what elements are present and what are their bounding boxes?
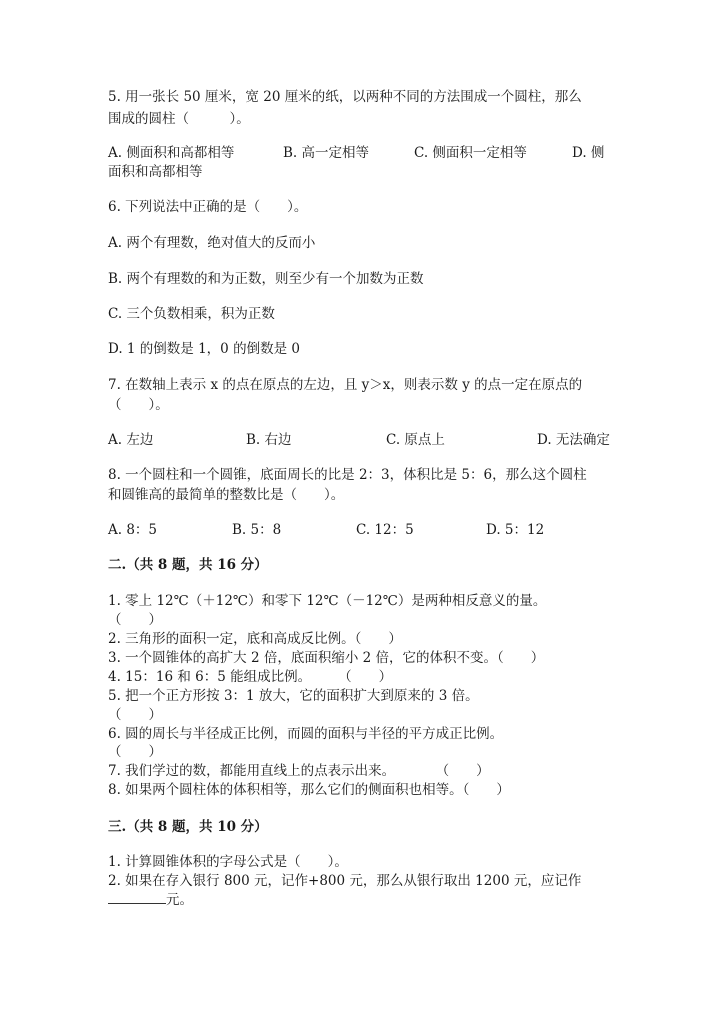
- q8-option-d: D. 5：12: [486, 522, 545, 538]
- q7-option-d: D. 无法确定: [537, 432, 610, 448]
- s2-item-6: 6. 圆的周长与半径成正比例，而圆的面积与半径的平方成正比例。: [108, 726, 504, 742]
- s2-item-7: 7. 我们学过的数，都能用直线上的点表示出来。 （ ）: [108, 763, 490, 779]
- section-2-heading: 二.（共 8 题，共 16 分）: [108, 557, 268, 573]
- s3-item-2-line2: [108, 891, 193, 909]
- s2-item-2: 2. 三角形的面积一定，底和高成反比例。（ ）: [108, 631, 402, 647]
- s3-item-1: 1. 计算圆锥体积的字母公式是（ ）。: [108, 854, 348, 870]
- q7-option-a: A. 左边: [108, 432, 154, 448]
- q5-stem-line1: 5. 用一张长 50 厘米，宽 20 厘米的纸，以两种不同的方法围成一个圆柱，那么: [108, 89, 582, 105]
- q5-stem-line2: 围成的圆柱（ ）。: [108, 111, 250, 127]
- s2-item-6-answer: （ ）: [108, 744, 162, 760]
- q6-option-b: B. 两个有理数的和为正数，则至少有一个加数为正数: [108, 271, 424, 287]
- q8-option-c: C. 12：5: [356, 522, 414, 538]
- s3-item-2-line1: 2. 如果在存入银行 800 元，记作+800 元，那么从银行取出 1200 元，应记作: [108, 873, 582, 889]
- q6-option-d: D. 1 的倒数是 1，0 的倒数是 0: [108, 341, 300, 357]
- s2-item-5: 5. 把一个正方形按 3：1 放大，它的面积扩大到原来的 3 倍。: [108, 688, 479, 704]
- q8-stem-line1: 8. 一个圆柱和一个圆锥，底面周长的比是 2：3，体积比是 5：6，那么这个圆柱: [108, 467, 587, 483]
- q5-option-d-continued: 面积和高都相等: [108, 164, 203, 180]
- q5-option-a: A. 侧面积和高都相等: [108, 145, 235, 161]
- q8-stem-line2: 和圆锥高的最简单的整数比是（ ）。: [108, 487, 345, 503]
- s2-item-3: 3. 一个圆锥体的高扩大 2 倍，底面积缩小 2 倍，它的体积不变。（ ）: [108, 650, 545, 666]
- q7-option-b: B. 右边: [246, 432, 292, 448]
- q6-stem: 6. 下列说法中正确的是（ ）。: [108, 199, 308, 215]
- s2-item-5-answer: （ ）: [108, 707, 162, 723]
- section-3-heading: 三.（共 8 题，共 10 分）: [108, 819, 268, 835]
- s2-item-4: 4. 15：16 和 6：5 能组成比例。 （ ）: [108, 669, 393, 685]
- q7-stem-line1: 7. 在数轴上表示 x 的点在原点的左边，且 y＞x，则表示数 y 的点一定在原点的: [108, 377, 583, 393]
- q5-option-c: C. 侧面积一定相等: [414, 145, 527, 161]
- q6-option-a: A. 两个有理数，绝对值大的反而小: [108, 235, 316, 251]
- q6-option-c: C. 三个负数相乘，积为正数: [108, 306, 275, 322]
- answer-blank[interactable]: [108, 891, 166, 904]
- s2-item-1-answer: （ ）: [108, 612, 162, 628]
- q5-option-b: B. 高一定相等: [283, 145, 370, 161]
- q8-option-b: B. 5：8: [232, 522, 282, 538]
- s2-item-8: 8. 如果两个圆柱体的体积相等，那么它们的侧面积也相等。（ ）: [108, 782, 510, 798]
- q7-stem-line2: （ ）。: [108, 397, 169, 413]
- q8-option-a: A. 8：5: [108, 522, 158, 538]
- s3-item-2-suffix: 元。: [166, 892, 193, 908]
- q5-option-d: D. 侧: [572, 145, 605, 161]
- s2-item-1: 1. 零上 12℃（＋12℃）和零下 12℃（－12℃）是两种相反意义的量。: [108, 593, 547, 609]
- q7-option-c: C. 原点上: [386, 432, 445, 448]
